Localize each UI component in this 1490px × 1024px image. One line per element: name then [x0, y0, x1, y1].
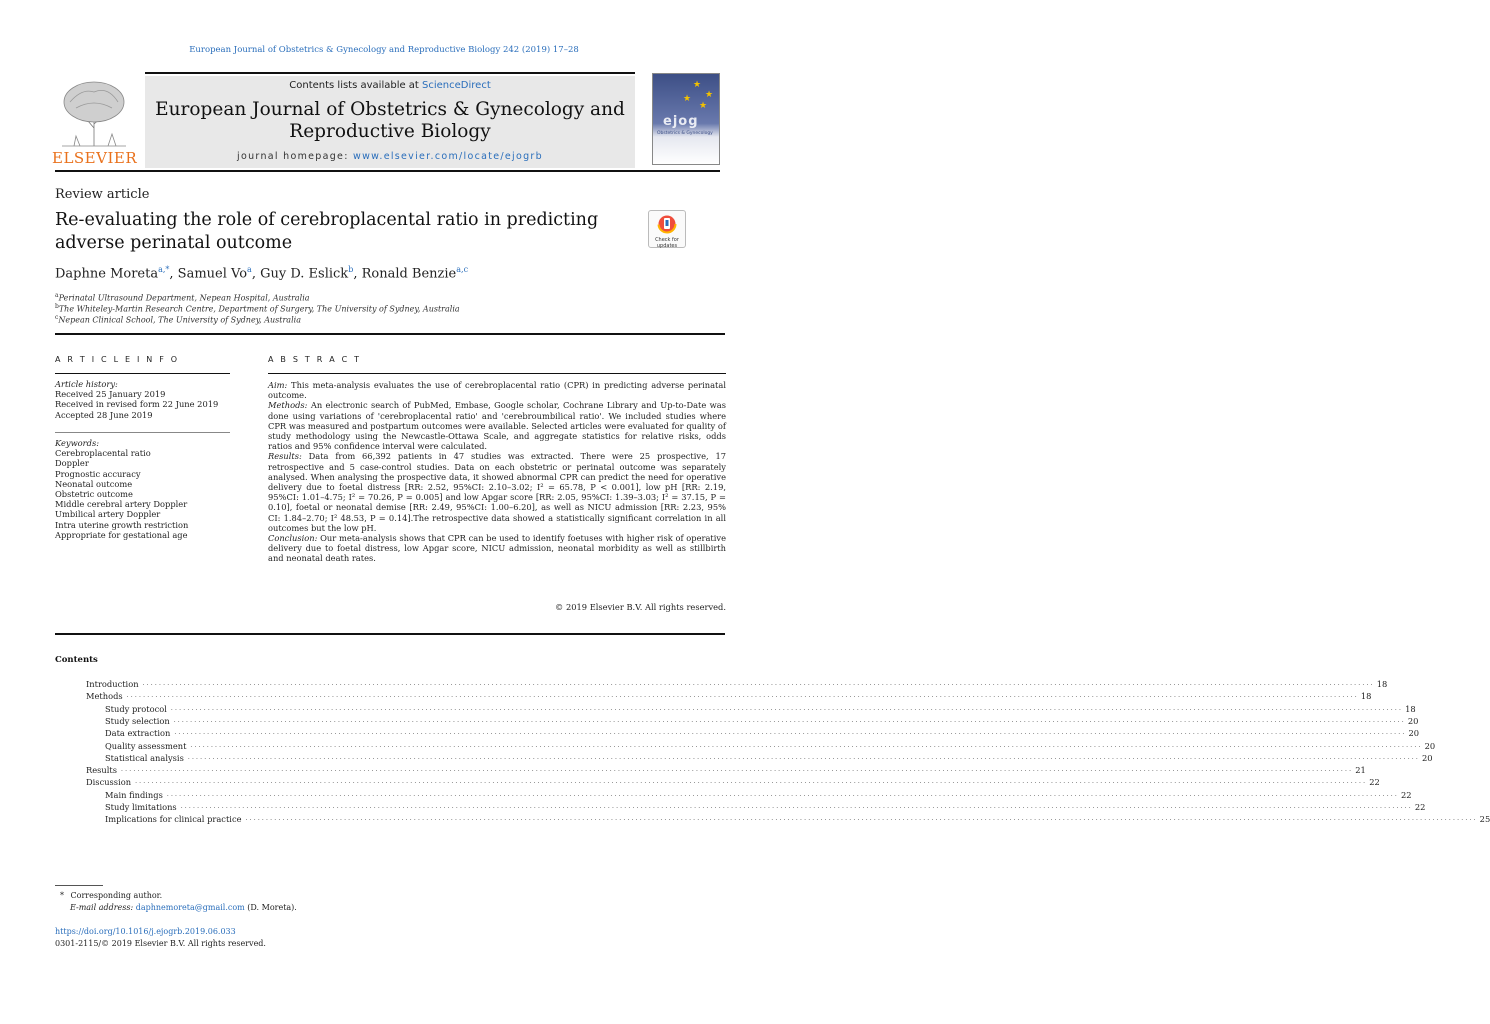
- toc-leader-dots: ............................................................................................................................................................................................................................................................................................................: [174, 729, 1407, 737]
- keyword-item: Cerebroplacental ratio: [55, 448, 151, 459]
- toc-entry[interactable]: [86, 764, 1366, 776]
- toc-entry-page: 25: [1479, 814, 1490, 825]
- issn-copyright: 0301-2115/© 2019 Elsevier B.V. All rights reserved.: [55, 939, 266, 948]
- article-info-heading: A R T I C L E I N F O: [55, 355, 180, 364]
- toc-entry[interactable]: [105, 801, 1426, 813]
- author-name[interactable]: Samuel Vo: [177, 266, 248, 282]
- toc-entry-label: Introduction: [86, 678, 143, 690]
- toc-entry-page: 18: [1360, 691, 1372, 702]
- corresponding-author-note: [60, 891, 162, 900]
- toc-entry-label: Methods: [86, 690, 127, 702]
- elsevier-wordmark: ELSEVIER: [52, 149, 138, 167]
- toc-leader-dots: ............................................................................................................................................................................................................................................................................................................: [142, 680, 1375, 687]
- toc-entry[interactable]: [105, 715, 1419, 727]
- footnote-star: *: [60, 891, 64, 900]
- toc-entry-label: Discussion: [86, 776, 135, 788]
- toc-leader-dots: ............................................................................................................................................................................................................................................................................................................: [135, 778, 1368, 786]
- toc-entry-label: Data extraction: [105, 727, 174, 739]
- keyword-item: Middle cerebral artery Doppler: [55, 499, 188, 510]
- toc-entry[interactable]: [105, 727, 1420, 739]
- toc-leader-dots: ............................................................................................................................................................................................................................................................................................................: [190, 741, 1423, 749]
- keywords-label: Keywords:: [55, 438, 100, 448]
- keyword-item: Neonatal outcome: [55, 478, 133, 489]
- keyword-item: Prognostic accuracy: [55, 468, 141, 479]
- article-type: Review article: [55, 187, 150, 202]
- homepage-prefix: journal homepage:: [237, 151, 354, 162]
- check-for-updates-label-2: updates: [656, 242, 678, 249]
- abstract-body: [268, 380, 726, 564]
- keyword-item: Umbilical artery Doppler: [55, 509, 161, 520]
- toc-entry-label: Study protocol: [105, 703, 171, 715]
- keywords: [55, 438, 235, 540]
- author-affiliation-marker[interactable]: a,c: [456, 265, 469, 274]
- doi-link[interactable]: https://doi.org/10.1016/j.ejogrb.2019.06.033: [55, 927, 236, 936]
- abstract-aim: Aim: This meta-analysis evaluates the use of cerebroplacental ratio (CPR) in predicting adverse perinatal outcome.: [268, 380, 726, 401]
- cover-star-icon: ★: [699, 101, 708, 111]
- cover-logo-text: ejog: [663, 114, 699, 129]
- author-list: Daphne Moreta$^{a,*}$, Samuel Vo$^a$, Guy D. Eslick$^b$, Ronald Benzie$^{a,c}$: [55, 265, 469, 282]
- affiliation-c: $^c$Nepean Clinical School, The University of Sydney, Australia: [55, 314, 301, 325]
- email-label: E-mail address:: [70, 903, 134, 912]
- toc-entry-label: Implications for clinical practice: [105, 813, 246, 825]
- corresponding-author-text: Corresponding author.: [70, 891, 163, 900]
- header-top-rule: [145, 72, 635, 74]
- toc-entry-page: 20: [1424, 740, 1436, 751]
- toc-entry[interactable]: [105, 703, 1416, 715]
- toc-entry-page: 22: [1401, 789, 1412, 800]
- article-history-label: Article history:: [55, 379, 118, 389]
- email-link[interactable]: daphnemoreta@gmail.com: [135, 903, 245, 912]
- cover-title: Obstetrics & Gynecology: [657, 131, 713, 136]
- toc-entry[interactable]: [105, 789, 1412, 801]
- toc-leader-dots: ............................................................................................................................................................................................................................................................................................................: [126, 692, 1359, 700]
- toc-entry[interactable]: [86, 678, 1388, 690]
- check-for-updates-icon: [656, 214, 678, 234]
- toc-leader-dots: ............................................................................................................................................................................................................................................................................................................: [121, 766, 1354, 774]
- contents-available-prefix: Contents lists available at: [289, 80, 423, 91]
- journal-citation[interactable]: European Journal of Obstetrics & Gynecology and Reproductive Biology 242 (2019) 17–28: [189, 45, 579, 55]
- toc-entry-label: Quality assessment: [105, 740, 190, 752]
- check-for-updates-button[interactable]: [648, 210, 686, 248]
- toc-entry-label: Results: [86, 764, 121, 776]
- toc-entry-page: 21: [1355, 765, 1366, 776]
- keywords-rule: [55, 432, 230, 433]
- footnote-rule: [55, 885, 103, 886]
- article-history: [55, 379, 235, 420]
- toc-leader-dots: ............................................................................................................................................................................................................................................................................................................: [170, 704, 1404, 712]
- header-bottom-rule: [55, 170, 720, 172]
- keyword-item: Doppler: [55, 458, 89, 469]
- toc-leader-dots: ............................................................................................................................................................................................................................................................................................................: [173, 716, 1406, 724]
- affiliations-bottom-rule: [55, 333, 725, 335]
- article-info-rule: [55, 373, 230, 374]
- toc-entry-label: Study limitations: [105, 801, 181, 813]
- contents-title: Contents: [55, 655, 98, 665]
- toc-leader-dots: ............................................................................................................................................................................................................................................................................................................: [187, 753, 1421, 761]
- history-revised: Received in revised form 22 June 2019: [55, 399, 219, 410]
- toc-leader-dots: ............................................................................................................................................................................................................................................................................................................: [180, 803, 1413, 810]
- toc-entry-page: 20: [1407, 715, 1419, 726]
- toc-entry-page: 22: [1414, 802, 1426, 812]
- author-name[interactable]: Ronald Benzie: [361, 266, 457, 282]
- toc-entry[interactable]: [105, 752, 1433, 764]
- toc-entry-label: Study selection: [105, 715, 174, 727]
- author-name[interactable]: Guy D. Eslick: [260, 266, 349, 282]
- keyword-item: Obstetric outcome: [55, 489, 133, 500]
- toc-entry-label: Main findings: [105, 789, 167, 801]
- toc-entry-page: 18: [1376, 679, 1388, 689]
- author-name[interactable]: Daphne Moreta: [55, 266, 159, 282]
- author-affiliation-marker[interactable]: a,*: [158, 265, 170, 274]
- affiliation-b: $^b$The Whiteley-Martin Research Centre, Department of Surgery, The University of Sydney, Australia: [55, 303, 460, 314]
- cover-star-icon: ★: [705, 90, 714, 100]
- sciencedirect-link[interactable]: ScienceDirect: [422, 80, 491, 91]
- toc-entry-label: Statistical analysis: [105, 752, 188, 764]
- toc-entry[interactable]: [86, 690, 1372, 702]
- abstract-bottom-rule: [55, 633, 725, 635]
- toc-entry[interactable]: [105, 813, 1490, 825]
- author-affiliation-marker[interactable]: b: [348, 265, 354, 274]
- abstract-conclusion: Conclusion: Our meta-analysis shows that CPR can be used to identify foetuses with higher risk of operative delivery due to foetal distress, low Apgar score, NICU admission, neonatal morbidity as well as stillbirth and neonatal death rates.: [268, 533, 726, 564]
- journal-cover-image: [652, 73, 720, 165]
- abstract-methods: Methods: An electronic search of PubMed, Embase, Google scholar, Cochrane Library and Up-to-Date was done using variations of 'cerebroplacental ratio' and 'cerebroumbilical ratio'. We included studies where CPR was measured and postpartum outcomes were available. Selected articles were evaluated for quality of study methodology using the Newcastle-Ottawa Scale, and aggregate statistics for relative risks, odds ratios and 95% confidence interval were calculated.: [268, 400, 726, 452]
- toc-entry-page: 20: [1422, 752, 1433, 763]
- check-for-updates-label-1: Check for: [655, 237, 679, 243]
- contents-available: [145, 80, 635, 91]
- history-accepted: Accepted 28 June 2019: [55, 409, 153, 420]
- toc-leader-dots: ............................................................................................................................................................................................................................................................................................................: [166, 790, 1400, 798]
- cover-star-icon: ★: [693, 80, 702, 90]
- journal-homepage: [145, 151, 635, 162]
- keyword-item: Appropriate for gestational age: [55, 529, 188, 540]
- homepage-link[interactable]: www.elsevier.com/locate/ejogrb: [353, 151, 543, 162]
- toc-leader-dots: ............................................................................................................................................................................................................................................................................................................: [245, 815, 1478, 823]
- toc-entry[interactable]: [105, 740, 1436, 752]
- toc-entry-page: 22: [1369, 777, 1380, 788]
- journal-title: European Journal of Obstetrics & Gynecology and Reproductive Biology: [155, 99, 625, 142]
- keyword-item: Intra uterine growth restriction: [55, 519, 189, 530]
- affiliation-a: $^a$Perinatal Ultrasound Department, Nepean Hospital, Australia: [55, 292, 310, 303]
- abstract-heading: A B S T R A C T: [268, 355, 362, 364]
- toc-entry-page: 20: [1408, 728, 1420, 739]
- abstract-rule: [268, 373, 726, 374]
- article-title: Re-evaluating the role of cerebroplacental ratio in predicting adverse perinatal outcome: [55, 210, 599, 253]
- toc-entry[interactable]: [86, 776, 1380, 788]
- cover-star-icon: ★: [683, 94, 692, 104]
- toc-entry-page: 18: [1405, 703, 1416, 714]
- email-suffix: (D. Moreta).: [244, 903, 297, 912]
- author-affiliation-marker[interactable]: a: [247, 265, 252, 274]
- email-line: [70, 903, 297, 912]
- abstract-copyright: © 2019 Elsevier B.V. All rights reserved.: [555, 602, 726, 612]
- history-received: Received 25 January 2019: [55, 389, 166, 400]
- abstract-results: Results: Data from 66,392 patients in 47 studies was extracted. There were 25 prospective, 17 retrospective and 5 case-control studies. Data on each obstetric or perinatal outcome was separately analysed. When analysing the prospective data, it showed abnormal CPR can predict the need for operative delivery due to foetal distress [RR: 2.52, 95%CI: 2.10–3.02; I² = 65.78, P < 0.001], low pH [RR: 2.19, 95%CI: 1.01–4.75; I² = 70.26, P = 0.005] and low Apgar score [RR: 2.05, 95%CI: 1.39–3.03; I² = 37.15, P = 0.10], foetal or neonatal demise [RR: 2.49, 95%CI: 1.00–6.20], as well as NICU admission [RR: 2.23, 95% CI: 1.84–2.70; I² 48.53, P = 0.14].The retrospective data showed a statistically significant correlation in all outcomes but the low pH.: [268, 451, 726, 533]
